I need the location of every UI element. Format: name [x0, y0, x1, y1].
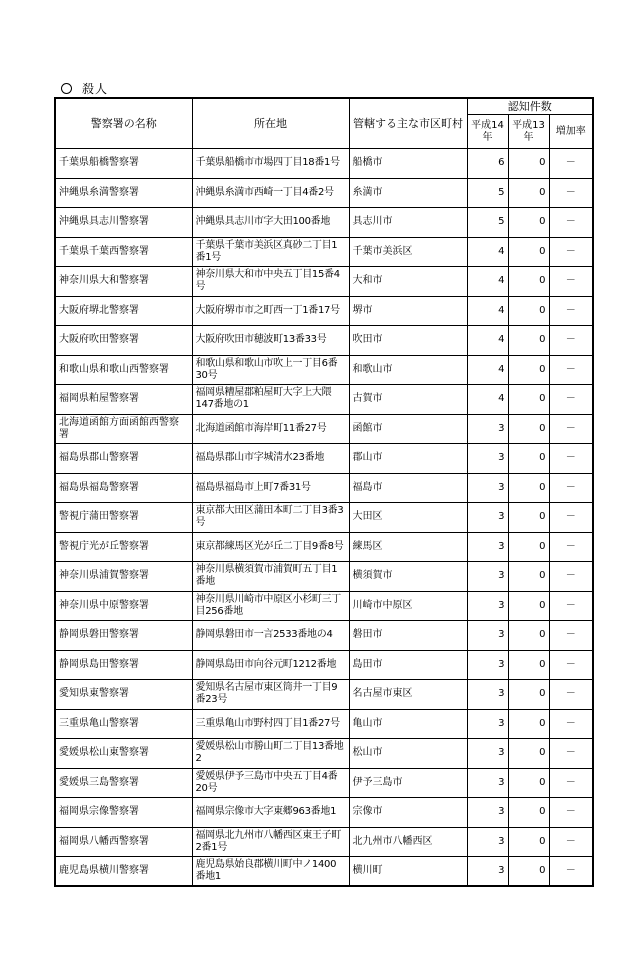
cell-increase-rate: －: [549, 444, 593, 474]
cell-municipality: 練馬区: [349, 532, 467, 562]
table-row: [55, 296, 593, 326]
cell-address: 和歌山県和歌山市吹上一丁目6番30号: [192, 355, 349, 385]
cell-h14-count: 3: [467, 562, 508, 592]
cell-h13-count: 0: [508, 355, 549, 385]
cell-station: 和歌山県和歌山西警察署: [55, 355, 192, 385]
header-count-group: 認知件数: [467, 98, 593, 115]
cell-h13-count: 0: [508, 709, 549, 739]
cell-h14-count: 3: [467, 473, 508, 503]
cell-h13-count: 0: [508, 444, 549, 474]
cell-h13-count: 0: [508, 473, 549, 503]
cell-increase-rate: －: [549, 178, 593, 208]
cell-h14-count: 3: [467, 680, 508, 710]
cell-address: 福島県福島市上町7番31号: [192, 473, 349, 503]
cell-increase-rate: －: [549, 827, 593, 857]
cell-address: 神奈川県川崎市中原区小杉町三丁目256番地: [192, 591, 349, 621]
cell-station: 静岡県島田警察署: [55, 650, 192, 680]
cell-increase-rate: －: [549, 326, 593, 356]
cell-municipality: 川崎市中原区: [349, 591, 467, 621]
table-row: [55, 562, 593, 592]
cell-municipality: 宗像市: [349, 798, 467, 828]
cell-h13-count: 0: [508, 296, 549, 326]
table-row: [55, 709, 593, 739]
cell-increase-rate: －: [549, 237, 593, 267]
table-row: [55, 827, 593, 857]
cell-station: 鹿児島県横川警察署: [55, 857, 192, 887]
table-row: [55, 532, 593, 562]
cell-h14-count: 5: [467, 208, 508, 238]
section-heading: [61, 80, 108, 97]
cell-municipality: 大田区: [349, 503, 467, 533]
table-row: [55, 591, 593, 621]
cell-h13-count: 0: [508, 650, 549, 680]
cell-address: 鹿児島県始良郡横川町中ノ1400番地1: [192, 857, 349, 887]
cell-h13-count: 0: [508, 739, 549, 769]
table-row: [55, 739, 593, 769]
cell-h14-count: 4: [467, 237, 508, 267]
cell-station: 静岡県磐田警察署: [55, 621, 192, 651]
cell-municipality: 大和市: [349, 267, 467, 297]
cell-h14-count: 4: [467, 326, 508, 356]
cell-h14-count: 3: [467, 503, 508, 533]
header-station: 警察署の名称: [55, 98, 192, 149]
table-row: [55, 680, 593, 710]
cell-municipality: 北九州市八幡西区: [349, 827, 467, 857]
cell-h14-count: 3: [467, 739, 508, 769]
cell-increase-rate: －: [549, 739, 593, 769]
cell-h14-count: 3: [467, 857, 508, 887]
cell-municipality: 函館市: [349, 414, 467, 444]
cell-increase-rate: －: [549, 768, 593, 798]
table-row: [55, 798, 593, 828]
cell-increase-rate: －: [549, 385, 593, 415]
cell-h14-count: 3: [467, 444, 508, 474]
table-row: [55, 267, 593, 297]
table-row: [55, 237, 593, 267]
table-row: [55, 444, 593, 474]
cell-address: 愛知県名古屋市東区筒井一丁目9番23号: [192, 680, 349, 710]
cell-h13-count: 0: [508, 503, 549, 533]
cell-increase-rate: －: [549, 650, 593, 680]
cell-increase-rate: －: [549, 621, 593, 651]
cell-address: 愛媛県伊予三島市中央五丁目4番20号: [192, 768, 349, 798]
cell-station: 愛知県東警察署: [55, 680, 192, 710]
cell-increase-rate: －: [549, 208, 593, 238]
cell-increase-rate: －: [549, 414, 593, 444]
cell-municipality: 横須賀市: [349, 562, 467, 592]
cell-station: 大阪府吹田警察署: [55, 326, 192, 356]
cell-h13-count: 0: [508, 562, 549, 592]
table-body: [55, 149, 593, 887]
cell-h13-count: 0: [508, 326, 549, 356]
cell-municipality: 名古屋市東区: [349, 680, 467, 710]
cell-increase-rate: －: [549, 857, 593, 887]
cell-h14-count: 3: [467, 532, 508, 562]
table-row: [55, 768, 593, 798]
table-row: [55, 503, 593, 533]
cell-station: 警視庁蒲田警察署: [55, 503, 192, 533]
cell-station: 神奈川県大和警察署: [55, 267, 192, 297]
cell-address: 神奈川県横須賀市浦賀町五丁目1番地: [192, 562, 349, 592]
cell-increase-rate: －: [549, 355, 593, 385]
cell-h13-count: 0: [508, 414, 549, 444]
cell-station: 神奈川県中原警察署: [55, 591, 192, 621]
cell-station: 福島県郡山警察署: [55, 444, 192, 474]
cell-increase-rate: －: [549, 562, 593, 592]
cell-station: 神奈川県浦賀警察署: [55, 562, 192, 592]
cell-address: 神奈川県大和市中央五丁目15番4号: [192, 267, 349, 297]
header-h13: 平成13年: [508, 115, 549, 149]
cell-address: 北海道函館市海岸町11番27号: [192, 414, 349, 444]
cell-h13-count: 0: [508, 267, 549, 297]
cell-station: 愛媛県松山東警察署: [55, 739, 192, 769]
table-row: [55, 414, 593, 444]
cell-station: 千葉県船橋警察署: [55, 149, 192, 179]
cell-station: 北海道函館方面函館西警察署: [55, 414, 192, 444]
cell-municipality: 古賀市: [349, 385, 467, 415]
cell-increase-rate: －: [549, 709, 593, 739]
cell-h14-count: 3: [467, 798, 508, 828]
table-row: [55, 208, 593, 238]
cell-h13-count: 0: [508, 532, 549, 562]
cell-h13-count: 0: [508, 857, 549, 887]
cell-station: 沖縄県具志川警察署: [55, 208, 192, 238]
cell-h13-count: 0: [508, 798, 549, 828]
cell-h14-count: 4: [467, 267, 508, 297]
cell-h13-count: 0: [508, 208, 549, 238]
cell-municipality: 具志川市: [349, 208, 467, 238]
cell-h14-count: 3: [467, 650, 508, 680]
cell-station: 福島県福島警察署: [55, 473, 192, 503]
cell-address: 福岡県北九州市八幡西区東王子町2番1号: [192, 827, 349, 857]
cell-h14-count: 3: [467, 709, 508, 739]
cell-address: 沖縄県糸満市西崎一丁目4番2号: [192, 178, 349, 208]
cell-station: 沖縄県糸満警察署: [55, 178, 192, 208]
table-row: [55, 621, 593, 651]
cell-h14-count: 3: [467, 827, 508, 857]
cell-address: 福岡県糟屋郡粕屋町大字上大隈147番地の1: [192, 385, 349, 415]
cell-increase-rate: －: [549, 473, 593, 503]
cell-h14-count: 3: [467, 591, 508, 621]
circle-bullet-icon: [61, 83, 72, 94]
cell-municipality: 伊予三島市: [349, 768, 467, 798]
cell-h13-count: 0: [508, 680, 549, 710]
cell-municipality: 横川町: [349, 857, 467, 887]
cell-address: 沖縄県具志川市字大田100番地: [192, 208, 349, 238]
cell-h14-count: 3: [467, 768, 508, 798]
cell-address: 大阪府吹田市穂波町13番33号: [192, 326, 349, 356]
header-address: 所在地: [192, 98, 349, 149]
cell-municipality: 和歌山市: [349, 355, 467, 385]
cell-station: 福岡県八幡西警察署: [55, 827, 192, 857]
cell-municipality: 亀山市: [349, 709, 467, 739]
cell-address: 静岡県磐田市一言2533番地の4: [192, 621, 349, 651]
cell-municipality: 松山市: [349, 739, 467, 769]
table-row: [55, 178, 593, 208]
cell-station: 千葉県千葉西警察署: [55, 237, 192, 267]
cell-station: 福岡県粕屋警察署: [55, 385, 192, 415]
cell-municipality: 島田市: [349, 650, 467, 680]
header-municipality: 管轄する主な市区町村: [349, 98, 467, 149]
cell-h13-count: 0: [508, 385, 549, 415]
cell-address: 愛媛県松山市勝山町二丁目13番地2: [192, 739, 349, 769]
cell-municipality: 千葉市美浜区: [349, 237, 467, 267]
cell-h14-count: 6: [467, 149, 508, 179]
table-row: [55, 473, 593, 503]
cell-municipality: 吹田市: [349, 326, 467, 356]
table-row: [55, 355, 593, 385]
section-title-text: 殺人: [82, 82, 109, 96]
cell-address: 福島県郡山市字城清水23番地: [192, 444, 349, 474]
cell-h14-count: 5: [467, 178, 508, 208]
cell-address: 千葉県船橋市市場四丁目18番1号: [192, 149, 349, 179]
cell-h14-count: 4: [467, 355, 508, 385]
cell-increase-rate: －: [549, 591, 593, 621]
cell-municipality: 郡山市: [349, 444, 467, 474]
cell-station: 愛媛県三島警察署: [55, 768, 192, 798]
cell-h13-count: 0: [508, 768, 549, 798]
cell-station: 福岡県宗像警察署: [55, 798, 192, 828]
cell-h13-count: 0: [508, 237, 549, 267]
cell-address: 三重県亀山市野村四丁目1番27号: [192, 709, 349, 739]
cell-address: 東京都大田区蒲田本町二丁目3番3号: [192, 503, 349, 533]
cell-station: 警視庁光が丘警察署: [55, 532, 192, 562]
cell-increase-rate: －: [549, 149, 593, 179]
cell-address: 千葉県千葉市美浜区真砂二丁目1番1号: [192, 237, 349, 267]
cell-increase-rate: －: [549, 532, 593, 562]
cell-address: 東京都練馬区光が丘二丁目9番8号: [192, 532, 349, 562]
header-increase: 増加率: [549, 115, 593, 149]
cell-h13-count: 0: [508, 178, 549, 208]
cell-increase-rate: －: [549, 296, 593, 326]
cell-municipality: 堺市: [349, 296, 467, 326]
table-row: [55, 326, 593, 356]
table-row: [55, 650, 593, 680]
cell-h13-count: 0: [508, 621, 549, 651]
cell-increase-rate: －: [549, 798, 593, 828]
cell-h14-count: 3: [467, 621, 508, 651]
cell-municipality: 糸満市: [349, 178, 467, 208]
cell-h13-count: 0: [508, 149, 549, 179]
cell-address: 福岡県宗像市大字東郷963番地1: [192, 798, 349, 828]
cell-address: 静岡県島田市向谷元町1212番地: [192, 650, 349, 680]
cell-h13-count: 0: [508, 591, 549, 621]
header-h14: 平成14年: [467, 115, 508, 149]
cell-h14-count: 4: [467, 296, 508, 326]
station-table: [54, 97, 594, 887]
cell-station: 大阪府堺北警察署: [55, 296, 192, 326]
cell-municipality: 福島市: [349, 473, 467, 503]
cell-municipality: 船橋市: [349, 149, 467, 179]
table-row: [55, 857, 593, 887]
table-row: [55, 385, 593, 415]
table-row: [55, 149, 593, 179]
cell-increase-rate: －: [549, 680, 593, 710]
cell-h14-count: 4: [467, 385, 508, 415]
cell-increase-rate: －: [549, 267, 593, 297]
cell-h13-count: 0: [508, 827, 549, 857]
cell-increase-rate: －: [549, 503, 593, 533]
cell-address: 大阪府堺市市之町西一丁1番17号: [192, 296, 349, 326]
cell-station: 三重県亀山警察署: [55, 709, 192, 739]
cell-municipality: 磐田市: [349, 621, 467, 651]
cell-h14-count: 3: [467, 414, 508, 444]
